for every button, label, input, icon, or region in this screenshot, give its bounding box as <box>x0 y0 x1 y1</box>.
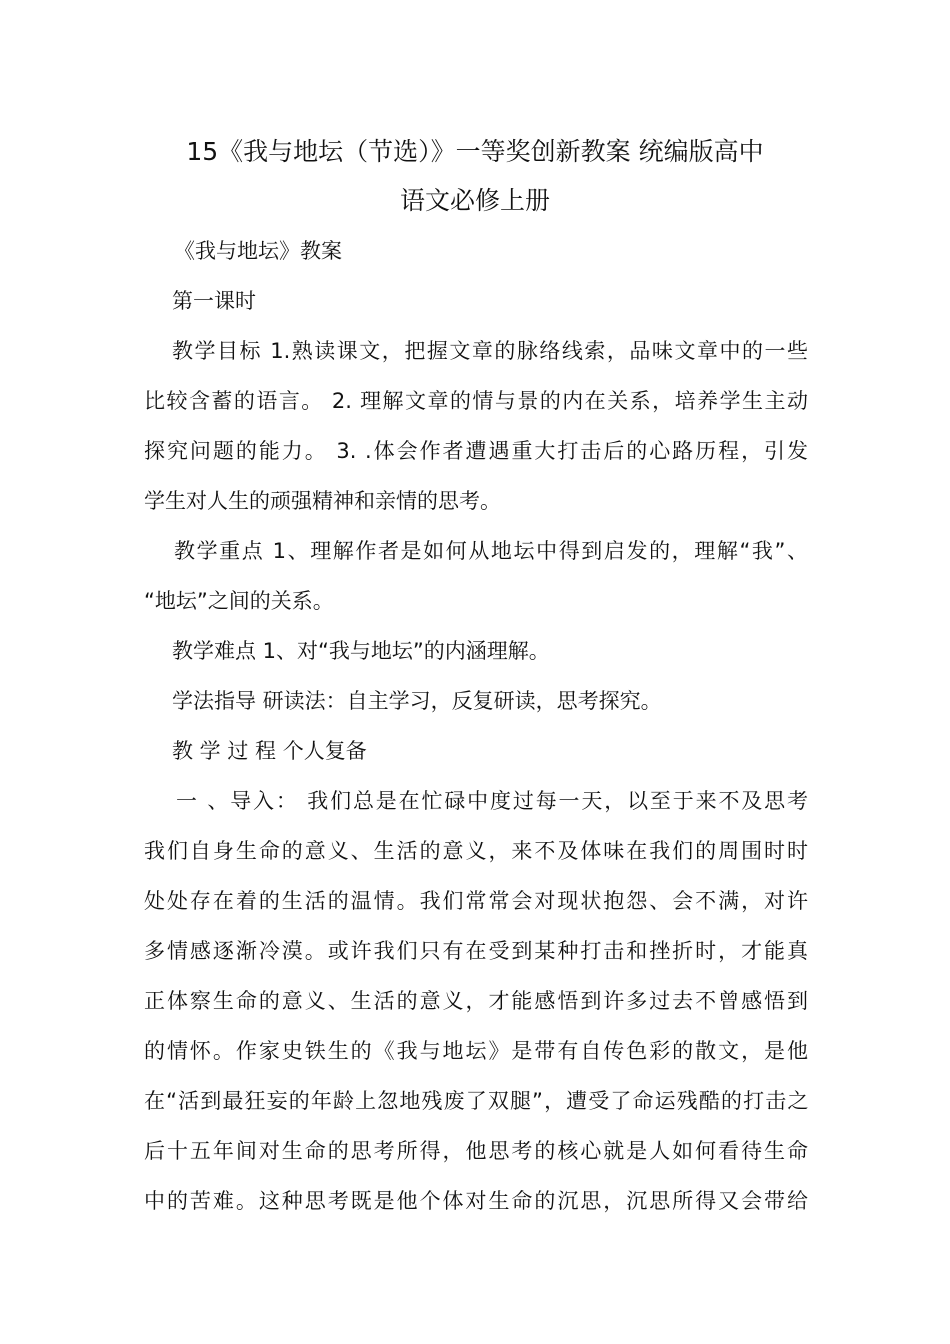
paragraph-line: 教学难点 1、对“我与地坛”的内涵理解。 <box>172 639 550 663</box>
paragraph-line: 后十五年间对生命的思考所得，他思考的核心就是人如何看待生命 <box>144 1139 808 1163</box>
paragraph-line: 在“活到最狂妄的年龄上忽地残废了双腿”，遭受了命运残酷的打击之 <box>144 1089 808 1113</box>
paragraph-line: 一 、导入： 我们总是在忙碌中度过每一天，以至于来不及思考 <box>176 789 808 813</box>
paragraph-line: 我们自身生命的意义、生活的意义，来不及体味在我们的周围时时 <box>144 839 808 863</box>
paragraph-line: 教 学 过 程 个人复备 <box>172 739 367 763</box>
document-title-line-2: 语文必修上册 <box>399 186 550 215</box>
paragraph-line: 比较含蓄的语言。 2. 理解文章的情与景的内在关系，培养学生主动 <box>144 389 808 413</box>
paragraph-line: 处处存在着的生活的温情。我们常常会对现状抱怨、会不满，对许 <box>144 889 808 913</box>
paragraph-line: 探究问题的能力。 3. .体会作者遭遇重大打击后的心路历程，引发 <box>144 439 808 463</box>
paragraph-line: 学生对人生的顽强精神和亲情的思考。 <box>144 489 501 513</box>
paragraph-line: 中的苦难。这种思考既是他个体对生命的沉思，沉思所得又会带给 <box>144 1189 808 1213</box>
paragraph-line: 多情感逐渐冷漠。或许我们只有在受到某种打击和挫折时，才能真 <box>144 939 808 963</box>
paragraph-line: “地坛”之间的关系。 <box>144 589 334 613</box>
paragraph-line: 正体察生命的意义、生活的意义，才能感悟到许多过去不曾感悟到 <box>144 989 808 1013</box>
paragraph-line: 教学目标 1.熟读课文，把握文章的脉络线索，品味文章中的一些 <box>172 339 808 363</box>
paragraph-line: 学法指导 研读法：自主学习，反复研读，思考探究。 <box>172 689 662 713</box>
section-heading: 第一课时 <box>172 289 256 313</box>
document-title-line-1: 15《我与地坛（节选）》一等奖创新教案 统编版高中 <box>186 137 764 166</box>
paragraph-line: 教学重点 1、理解作者是如何从地坛中得到启发的，理解“我”、 <box>174 539 808 563</box>
paragraph-line: 的情怀。作家史铁生的《我与地坛》是带有自传色彩的散文，是他 <box>144 1039 808 1063</box>
subtitle: 《我与地坛》教案 <box>174 239 342 263</box>
